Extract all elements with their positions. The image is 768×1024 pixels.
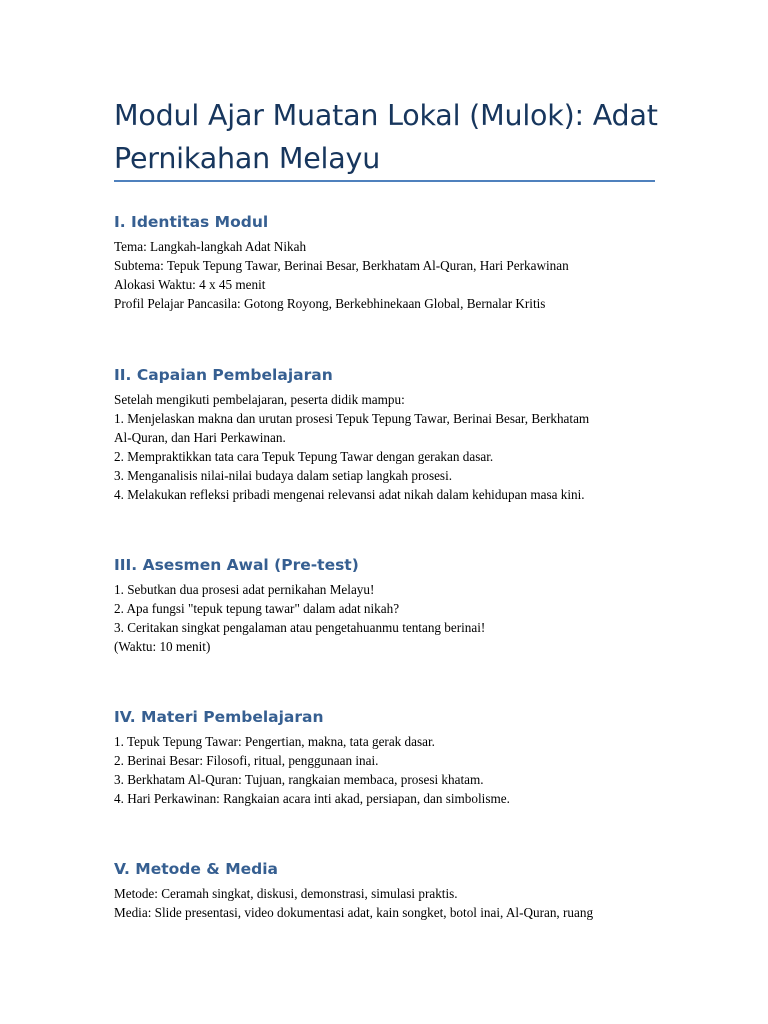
section-metode-media <box>114 859 674 922</box>
body-line: Setelah mengikuti pembelajaran, peserta didik mampu: <box>114 392 405 407</box>
body-line: Tema: Langkah-langkah Adat Nikah <box>114 239 307 254</box>
section-identitas-modul <box>114 212 674 313</box>
body-line: Alokasi Waktu: 4 x 45 menit <box>114 277 266 292</box>
section-materi-pembelajaran <box>114 707 674 808</box>
section-capaian-pembelajaran <box>114 365 674 504</box>
body-line: 3. Menganalisis nilai-nilai budaya dalam setiap langkah prosesi. <box>114 468 453 483</box>
title-line-2: Pernikahan Melayu <box>114 142 381 175</box>
body-line: 2. Berinai Besar: Filosofi, ritual, penggunaan inai. <box>114 753 379 768</box>
section-heading: I. Identitas Modul <box>114 213 269 231</box>
body-line: 2. Apa fungsi "tepuk tepung tawar" dalam adat nikah? <box>114 601 400 616</box>
section-heading: IV. Materi Pembelajaran <box>114 708 324 726</box>
section-heading: V. Metode & Media <box>114 860 278 878</box>
body-line: 1. Tepuk Tepung Tawar: Pengertian, makna, tata gerak dasar. <box>114 734 435 749</box>
section-heading: III. Asesmen Awal (Pre-test) <box>114 556 359 574</box>
body-line: 3. Ceritakan singkat pengalaman atau pengetahuanmu tentang berinai! <box>114 620 486 635</box>
body-line: Profil Pelajar Pancasila: Gotong Royong, Berkebhinekaan Global, Bernalar Kritis <box>114 296 546 311</box>
body-line: 1. Sebutkan dua prosesi adat pernikahan Melayu! <box>114 582 375 597</box>
section-heading: II. Capaian Pembelajaran <box>114 366 333 384</box>
body-line: Metode: Ceramah singkat, diskusi, demonstrasi, simulasi praktis. <box>114 886 458 901</box>
section-asesmen-awal <box>114 555 674 656</box>
body-line: 2. Mempraktikkan tata cara Tepuk Tepung Tawar dengan gerakan dasar. <box>114 449 494 464</box>
section-body <box>114 390 674 504</box>
document-title <box>114 94 674 180</box>
section-body <box>114 884 674 922</box>
section-body <box>114 237 674 313</box>
title-underline <box>114 180 655 182</box>
body-line: Media: Slide presentasi, video dokumentasi adat, kain songket, botol inai, Al-Quran, ruang <box>114 905 594 920</box>
body-line: 4. Hari Perkawinan: Rangkaian acara inti akad, persiapan, dan simbolisme. <box>114 791 510 806</box>
section-body <box>114 732 674 808</box>
body-line: (Waktu: 10 menit) <box>114 639 211 654</box>
title-line-1: Modul Ajar Muatan Lokal (Mulok): Adat <box>114 99 658 132</box>
body-line: Subtema: Tepuk Tepung Tawar, Berinai Besar, Berkhatam Al-Quran, Hari Perkawinan <box>114 258 569 273</box>
body-line: 1. Menjelaskan makna dan urutan prosesi Tepuk Tepung Tawar, Berinai Besar, Berkhatam <box>114 411 590 426</box>
body-line: 3. Berkhatam Al-Quran: Tujuan, rangkaian membaca, prosesi khatam. <box>114 772 484 787</box>
body-line: Al-Quran, dan Hari Perkawinan. <box>114 430 286 445</box>
body-line: 4. Melakukan refleksi pribadi mengenai relevansi adat nikah dalam kehidupan masa kini. <box>114 487 585 502</box>
section-body <box>114 580 674 656</box>
